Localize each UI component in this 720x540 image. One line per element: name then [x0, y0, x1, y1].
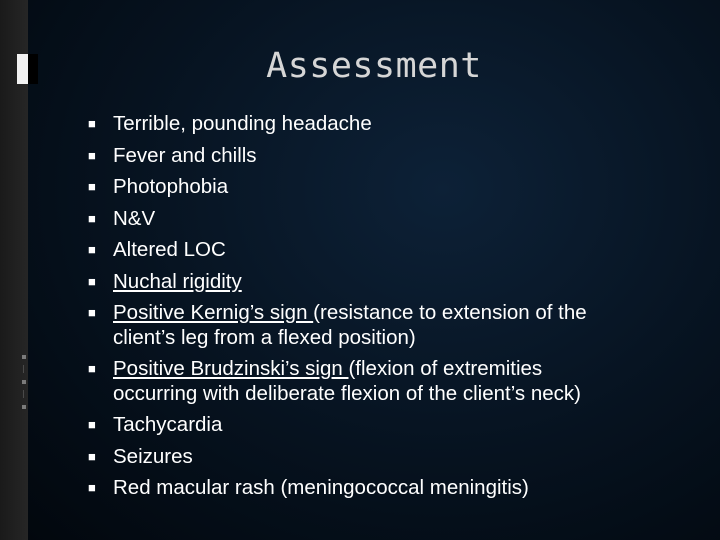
square-bullet-icon: ■: [88, 417, 96, 432]
item-text: (resistance to extension of the: [313, 301, 587, 324]
item-text: Photophobia: [113, 175, 229, 198]
list-item: [88, 353, 688, 409]
decor-line: [23, 365, 24, 373]
item-text: Fever and chills: [113, 143, 257, 167]
item-continuation: client’s leg from a flexed position): [113, 325, 416, 349]
square-bullet-icon: ■: [88, 448, 96, 464]
square-bullet-icon: ■: [88, 147, 96, 163]
item-underlined-text: Nuchal rigidity: [113, 269, 242, 293]
list-item: [88, 297, 688, 353]
item-text: (flexion of extremities: [348, 357, 543, 380]
item-text: Red macular rash (meningococcal meningitis): [113, 476, 529, 499]
slide-title: Assessment: [266, 46, 482, 86]
square-bullet-icon: ■: [88, 305, 96, 320]
list-item: [88, 409, 688, 441]
decor-square: [22, 380, 26, 384]
list-item: [88, 472, 688, 504]
square-bullet-icon: ■: [88, 242, 96, 257]
list-item: [88, 266, 688, 298]
item-text: Altered LOC: [113, 238, 226, 261]
list-item: [88, 108, 688, 140]
square-bullet-icon: ■: [88, 179, 96, 194]
decor-line: [23, 390, 24, 398]
square-bullet-icon: ■: [88, 210, 96, 226]
square-bullet-icon: ■: [88, 361, 96, 376]
decor-square: [22, 405, 26, 409]
list-item: [88, 441, 688, 473]
item-text: Terrible, pounding headache: [113, 112, 372, 135]
square-bullet-icon: ■: [88, 273, 96, 289]
bullet-list: [88, 108, 688, 504]
list-item: [88, 140, 688, 172]
title-accent-bar: [17, 54, 28, 84]
item-text: Tachycardia: [113, 413, 223, 436]
square-bullet-icon: ■: [88, 480, 96, 495]
item-text: N&V: [113, 206, 156, 230]
item-continuation: occurring with deliberate flexion of the client’s neck): [113, 381, 581, 405]
list-item: [88, 203, 688, 235]
list-item: [88, 234, 688, 266]
list-item: [88, 171, 688, 203]
item-underlined-text: Positive Kernig’s sign: [113, 301, 314, 324]
item-text: Seizures: [113, 444, 193, 468]
decor-square: [22, 355, 26, 359]
item-underlined-text: Positive Brudzinski’s sign: [113, 357, 349, 380]
square-bullet-icon: ■: [88, 116, 96, 131]
